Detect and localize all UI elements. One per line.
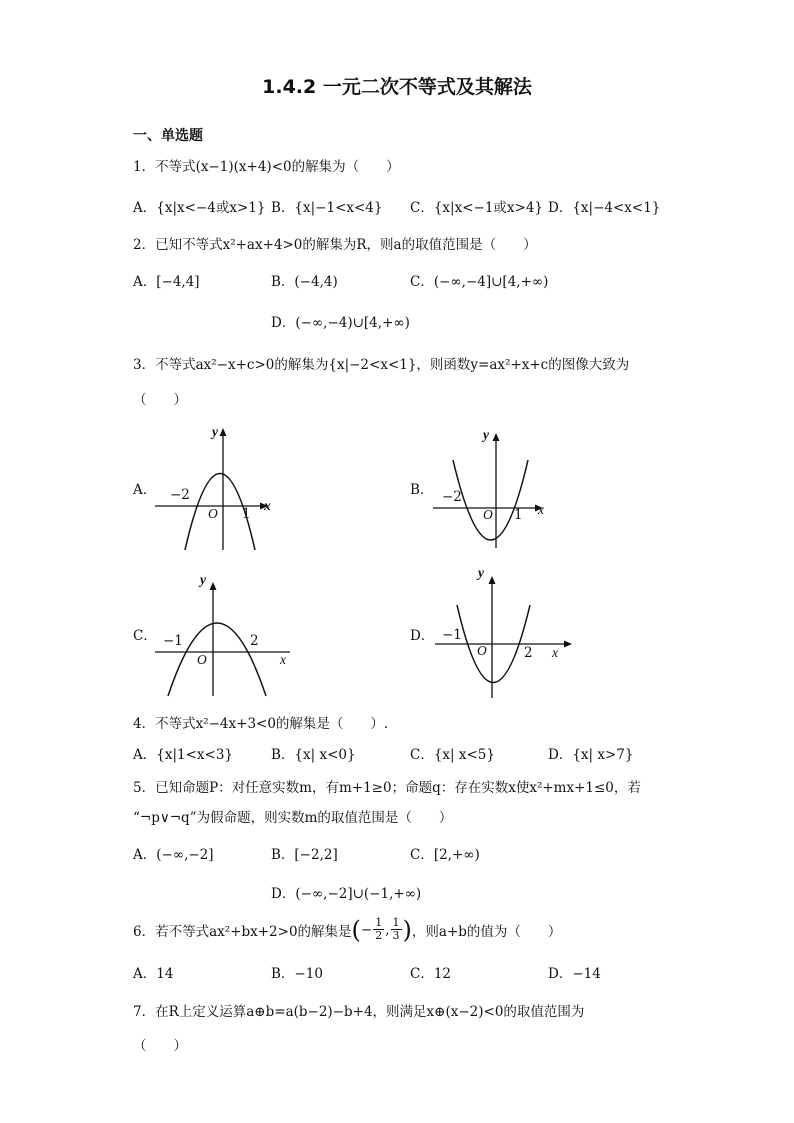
question-1-stem: 1．不等式(x−1)(x+4)<0的解集为（ ） (133, 159, 400, 175)
question-3-stem: 3．不等式ax²−x+c>0的解集为{x|−2<x<1}，则函数y=ax²+x+c的图像大致为 (133, 357, 630, 373)
graph-d-origin-label: O (477, 643, 487, 658)
graph-d-left-root-label: −1 (442, 627, 462, 643)
q6-paren-close: ) (402, 915, 412, 944)
question-7-stem-cont: （ ） (133, 1038, 187, 1054)
q4-option-c: C．{x| x<5} (410, 747, 495, 763)
q6-option-b: B．−10 (271, 966, 323, 982)
q3-option-c: C． (133, 628, 157, 644)
graph-a-left-root-label: −2 (170, 487, 190, 503)
q6-option-c: C．12 (410, 966, 452, 982)
graph-d-x-label: x (552, 645, 558, 660)
q6-frac1-den: 2 (375, 929, 383, 942)
q6-option-a: A．14 (133, 966, 174, 982)
graph-a-x-label: x (264, 498, 271, 513)
question-2-stem: 2．已知不等式x²+ax+4>0的解集为R，则a的取值范围是（ ） (133, 237, 537, 253)
q1-option-b: B．{x|−1<x<4} (271, 200, 383, 216)
q6-stem-post: ，则a+b的值为（ ） (411, 923, 562, 940)
q6-fraction-1 (373, 917, 384, 942)
q6-comma: , (385, 921, 390, 938)
question-5-stem: 5．已知命题P：对任意实数m，有m+1≥0；命题q：存在实数x使x²+mx+1≤0，若 (133, 780, 641, 796)
graph-b-x-label: x (538, 502, 544, 517)
q6-frac1-num: 1 (375, 916, 383, 929)
question-3-stem-cont: （ ） (133, 392, 187, 408)
graph-c-left-root-label: −1 (163, 633, 183, 649)
q5-option-d: D．(−∞,−2]∪(−1,+∞) (271, 886, 422, 902)
question-4-stem: 4．不等式x²−4x+3<0的解集是（ ）. (133, 716, 389, 732)
graph-a-y-label: y (212, 424, 218, 439)
graph-b-origin-label: O (483, 507, 493, 522)
q2-option-c: C．(−∞,−4]∪[4,+∞) (410, 274, 549, 290)
q6-paren-open: ( (351, 915, 361, 944)
graph-b-y-label: y (483, 427, 489, 442)
q6-stem-pre: 6．若不等式ax²+bx+2>0的解集是 (133, 923, 352, 940)
graph-a-origin-label: O (208, 506, 218, 521)
graph-c (150, 570, 295, 698)
q3-option-b: B． (410, 482, 434, 498)
q3-option-a: A． (133, 482, 157, 498)
graph-d (430, 565, 575, 700)
q4-option-a: A．{x|1<x<3} (133, 747, 234, 763)
q1-option-a: A．{x|x<−4或x>1} (133, 200, 266, 216)
q3-option-d: D． (410, 628, 435, 644)
section-heading: 一、单选题 (133, 128, 203, 144)
graph-d-y-label: y (478, 565, 484, 580)
q2-option-a: A．[−4,4] (133, 274, 200, 290)
q5-option-c: C．[2,+∞) (410, 847, 480, 863)
q2-option-d: D．(−∞,−4)∪[4,+∞) (271, 315, 410, 331)
question-5-stem-cont: “¬p∨¬q”为假命题，则实数m的取值范围是（ ） (133, 810, 453, 826)
q4-option-b: B．{x| x<0} (271, 747, 356, 763)
graph-b-left-root-label: −2 (442, 489, 462, 505)
q4-option-d: D．{x| x>7} (548, 747, 634, 763)
q6-fraction-2 (391, 917, 402, 942)
q1-option-d: D．{x|−4<x<1} (548, 200, 661, 216)
q6-option-d: D．−14 (548, 966, 601, 982)
q6-minus: − (360, 921, 373, 938)
graph-a-right-root-label: 1 (242, 506, 251, 522)
graph-d-right-root-label: 2 (524, 645, 533, 661)
q5-option-a: A．(−∞,−2] (133, 847, 214, 863)
page-title: 1.4.2 一元二次不等式及其解法 (262, 76, 532, 98)
question-6-stem (133, 917, 561, 942)
q2-option-b: B．(−4,4) (271, 274, 338, 290)
graph-b (428, 425, 558, 550)
q5-option-b: B．[−2,2] (271, 847, 338, 863)
q1-option-c: C．{x|x<−1或x>4} (410, 200, 544, 216)
graph-b-right-root-label: 1 (514, 507, 523, 523)
graph-c-x-label: x (280, 652, 286, 667)
graph-c-y-label: y (200, 572, 206, 587)
graph-c-right-root-label: 2 (250, 633, 259, 649)
graph-a (150, 422, 280, 552)
q6-frac2-num: 1 (392, 916, 400, 929)
graph-c-origin-label: O (197, 652, 207, 667)
question-7-stem: 7．在R上定义运算a⊕b=a(b−2)−b+4，则满足x⊕(x−2)<0的取值范围为 (133, 1004, 585, 1020)
q6-frac2-den: 3 (392, 929, 400, 942)
